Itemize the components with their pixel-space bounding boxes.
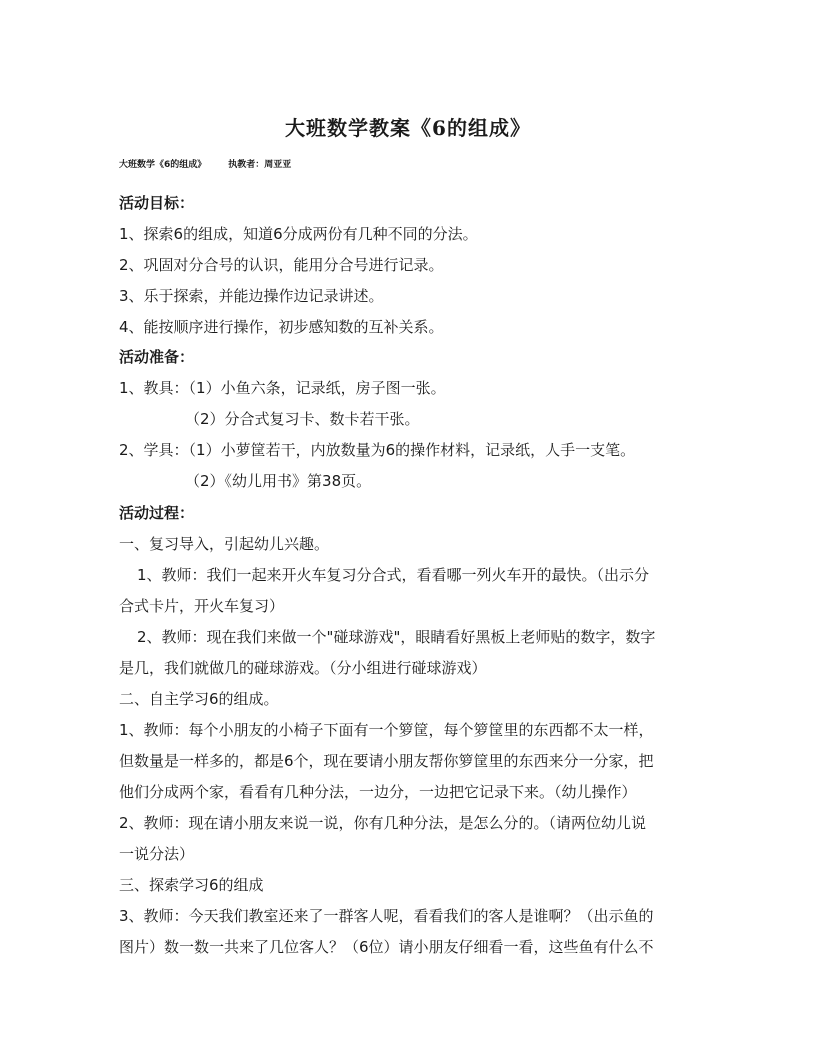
paragraph-line: 图片）数一数一共来了几位客人？（6位）请小朋友仔细看一看，这些鱼有什么不 (119, 938, 654, 956)
paragraph-line: （2）分合式复习卡、数卡若干张。 (185, 410, 420, 428)
paragraph-line: 2、巩固对分合号的认识，能用分合号进行记录。 (119, 256, 444, 274)
meta-teacher: 执教者：周亚亚 (228, 160, 292, 170)
paragraph-line: 但数量是一样多的，都是6个，现在要请小朋友帮你箩筐里的东西来分一分家，把 (119, 752, 654, 770)
paragraph-line: 1、探索6的组成，知道6分成两份有几种不同的分法。 (119, 225, 478, 243)
paragraph-line: （2）《幼儿用书》第38页。 (185, 472, 372, 490)
paragraph-line: 一、复习导入，引起幼儿兴趣。 (119, 535, 330, 553)
paragraph-line: 他们分成两个家，看看有几种分法，一边分，一边把它记录下来。（幼儿操作） (119, 783, 637, 801)
meta-lesson-name: 大班数学《6的组成》 (119, 160, 207, 170)
paragraph-line: 1、教具：（1）小鱼六条，记录纸，房子图一张。 (119, 379, 446, 397)
paragraph-line: 1、教师：每个小朋友的小椅子下面有一个箩筐，每个箩筐里的东西都不太一样， (119, 721, 654, 739)
section-heading-preparation: 活动准备： (119, 348, 195, 366)
paragraph-line: 2、教师：现在请小朋友来说一说，你有几种分法，是怎么分的。（请两位幼儿说 (119, 814, 647, 832)
document-meta (119, 157, 313, 170)
section-heading-goals: 活动目标： (119, 194, 195, 212)
section-heading-process: 活动过程： (119, 504, 195, 522)
paragraph-line: 三、探索学习6的组成 (119, 876, 264, 894)
paragraph-line: 是几，我们就做几的碰球游戏。（分小组进行碰球游戏） (119, 659, 487, 677)
paragraph-line: 2、学具：（1）小萝筐若干，内放数量为6的操作材料，记录纸，人手一支笔。 (119, 441, 636, 459)
paragraph-line: 1、教师：我们一起来开火车复习分合式，看看哪一列火车开的最快。（出示分 (137, 566, 650, 584)
paragraph-line: 二、自主学习6的组成。 (119, 690, 279, 708)
paragraph-line: 3、乐于探索，并能边操作边记录讲述。 (119, 287, 384, 305)
paragraph-line: 合式卡片，开火车复习） (119, 597, 285, 615)
paragraph-line: 2、教师：现在我们来做一个"碰球游戏"，眼睛看好黑板上老师贴的数字，数字 (137, 628, 656, 646)
paragraph-line: 一说分法） (119, 845, 195, 863)
document-title: 大班数学教案《6的组成》 (285, 116, 531, 140)
paragraph-line: 3、教师：今天我们教室还来了一群客人呢，看看我们的客人是谁啊？（出示鱼的 (119, 907, 654, 925)
paragraph-line: 4、能按顺序进行操作，初步感知数的互补关系。 (119, 318, 444, 336)
